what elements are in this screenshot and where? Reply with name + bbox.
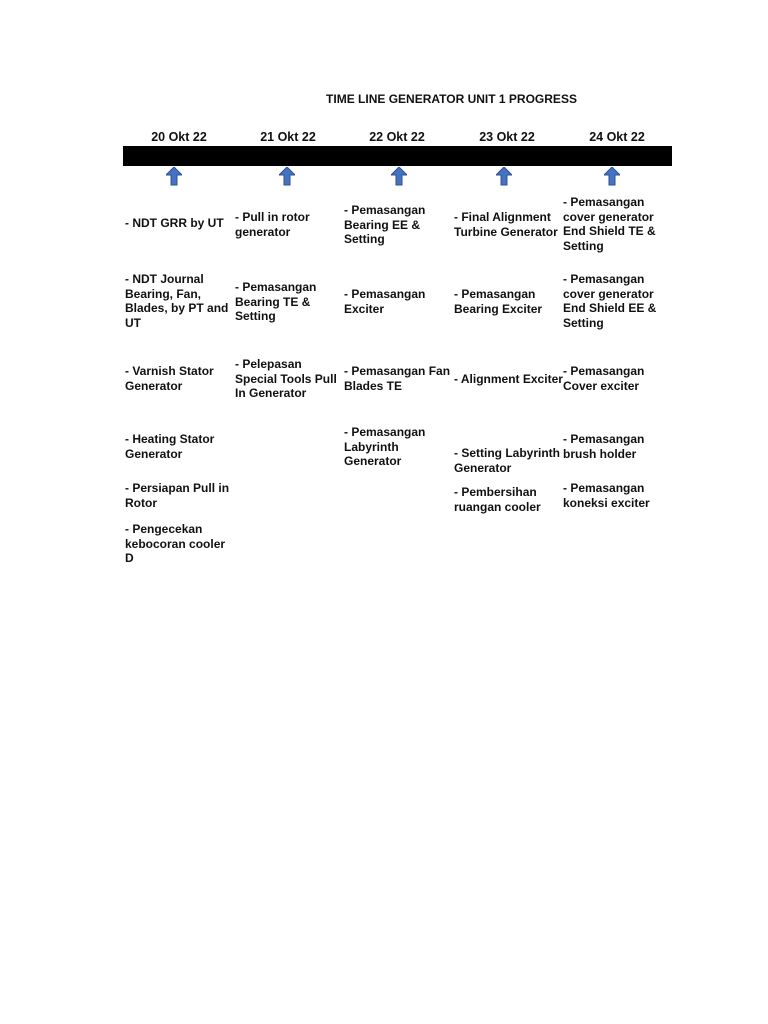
task-item: - Setting Labyrinth Generator xyxy=(454,446,560,475)
task-item: - NDT GRR by UT xyxy=(125,216,224,230)
task-item: - Pemasangan Bearing TE & Setting xyxy=(235,280,317,323)
task-item: - Pemasangan Labyrinth Generator xyxy=(344,425,426,468)
task-item: - Pengecekan kebocoran cooler D xyxy=(125,522,226,565)
arrow-up-icon xyxy=(166,167,182,186)
task-item: - Pull in rotor generator xyxy=(235,210,310,239)
task-item: - Pemasangan cover generator End Shield TE & Setting xyxy=(563,195,656,253)
date-label-4: 23 Okt 22 xyxy=(479,130,535,144)
arrow-up-icon xyxy=(279,167,295,186)
task-item: - Pemasangan Bearing EE & Setting xyxy=(344,203,426,246)
task-item: - Alignment Exciter xyxy=(454,372,563,386)
task-item: - Pemasangan brush holder xyxy=(563,432,645,461)
date-label-2: 21 Okt 22 xyxy=(260,130,316,144)
task-item: - Pelepasan Special Tools Pull In Generator xyxy=(235,357,337,400)
task-item: - Pemasangan Exciter xyxy=(344,287,426,316)
date-label-5: 24 Okt 22 xyxy=(589,130,645,144)
task-item: - Pemasangan cover generator End Shield EE & Setting xyxy=(563,272,657,330)
task-item: - Heating Stator Generator xyxy=(125,432,215,461)
arrow-up-icon xyxy=(496,167,512,186)
date-label-3: 22 Okt 22 xyxy=(369,130,425,144)
task-item: - Pemasangan Fan Blades TE xyxy=(344,364,451,393)
task-item: - Pemasangan koneksi exciter xyxy=(563,481,650,510)
task-item: - Pembersihan ruangan cooler xyxy=(454,485,541,514)
task-item: - NDT Journal Bearing, Fan, Blades, by PT and UT xyxy=(125,272,229,330)
date-label-1: 20 Okt 22 xyxy=(151,130,207,144)
timeline-bar xyxy=(123,146,672,166)
page-title: TIME LINE GENERATOR UNIT 1 PROGRESS xyxy=(326,92,577,106)
task-item: - Varnish Stator Generator xyxy=(125,364,214,393)
task-item: - Pemasangan Bearing Exciter xyxy=(454,287,543,316)
arrow-up-icon xyxy=(604,167,620,186)
task-item: - Final Alignment Turbine Generator xyxy=(454,210,558,239)
task-item: - Persiapan Pull in Rotor xyxy=(125,481,230,510)
arrow-up-icon xyxy=(391,167,407,186)
task-item: - Pemasangan Cover exciter xyxy=(563,364,645,393)
